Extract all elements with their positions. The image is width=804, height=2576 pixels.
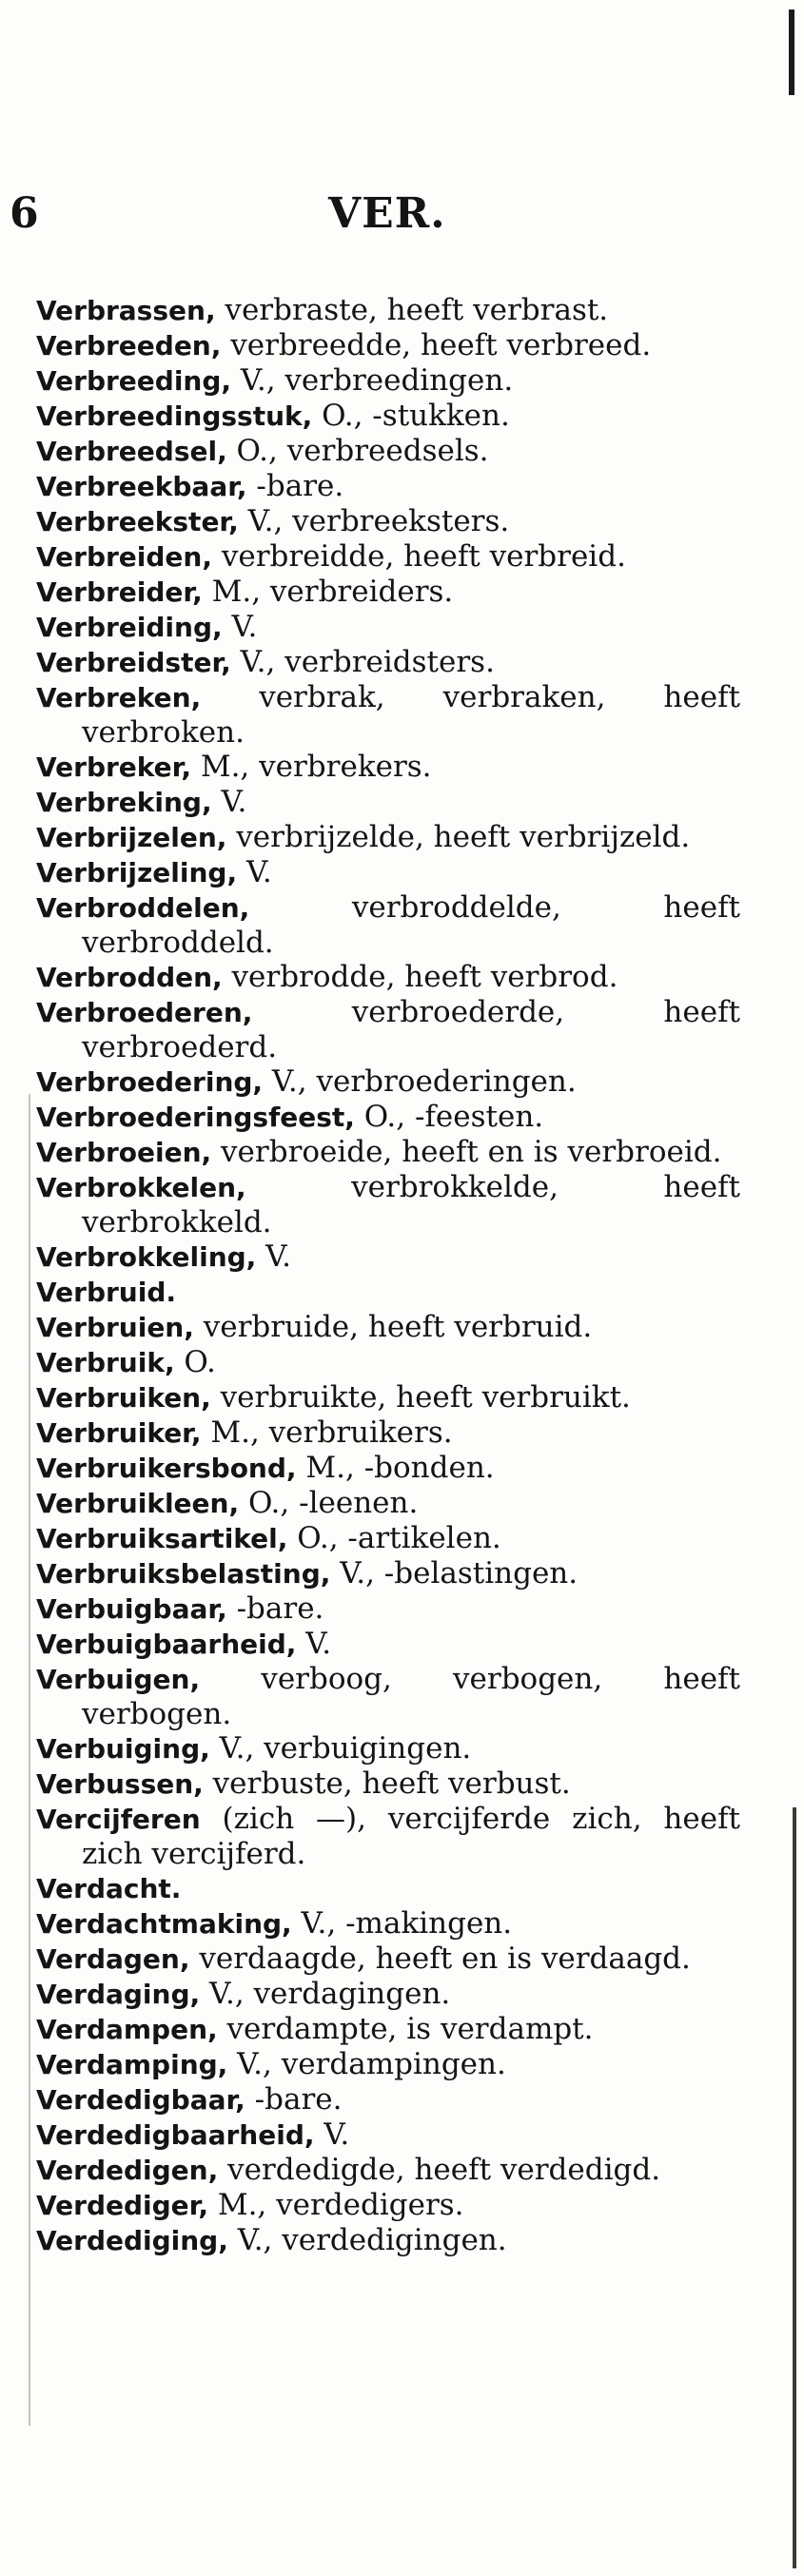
entry-definition: O., -feesten. <box>354 1100 544 1134</box>
dictionary-entry <box>36 469 740 504</box>
entry-headword: Verbroederingsfeest, <box>36 1102 355 1133</box>
page-edge <box>785 0 798 2576</box>
dictionary-entry <box>36 855 740 890</box>
entry-headword: Verdedigen, <box>36 2155 219 2186</box>
dictionary-entry <box>36 610 740 645</box>
entry-headword: Verbroeien, <box>36 1137 212 1168</box>
dictionary-entries <box>36 293 740 2258</box>
entry-headword: Verbruik, <box>36 1347 175 1378</box>
dictionary-entry <box>36 1871 740 1906</box>
entry-definition: V. <box>256 1239 292 1274</box>
entry-definition: verbrijzelde, heeft verbrijzeld. <box>226 820 691 854</box>
dictionary-entry <box>36 1521 740 1556</box>
entry-definition: M., verbrekers. <box>190 750 432 784</box>
entry-headword: Verbreiden, <box>36 541 212 573</box>
entry-headword: Verbruien, <box>36 1312 194 1343</box>
dictionary-entry <box>36 1802 740 1871</box>
entry-definition: V., verbreeksters. <box>238 504 510 538</box>
entry-headword: Verdachtmaking, <box>36 1908 292 1940</box>
entry-definition: (zich —), vercijferde zich, heeft zich vercijferd. <box>82 1802 740 1871</box>
dictionary-entry <box>36 293 740 328</box>
entry-definition: -bare. <box>226 1591 324 1626</box>
entry-definition: verbruikte, heeft verbruikt. <box>210 1380 631 1415</box>
entry-headword: Verbreekster, <box>36 506 239 537</box>
dictionary-entry <box>36 2012 740 2047</box>
entry-headword: Verbrijzeling, <box>36 857 238 888</box>
dictionary-entry <box>36 995 740 1064</box>
dictionary-entry <box>36 399 740 434</box>
entry-definition: verdaagde, heeft en is verdaagd. <box>189 1942 691 1976</box>
dictionary-entry <box>36 2153 740 2188</box>
dictionary-entry <box>36 1627 740 1662</box>
entry-headword: Verbreeden, <box>36 330 222 361</box>
entry-definition: -bare. <box>246 469 344 503</box>
dictionary-entry <box>36 890 740 960</box>
entry-headword: Verbreidster, <box>36 647 231 678</box>
dictionary-entry <box>36 1239 740 1275</box>
entry-definition: V. <box>211 785 247 819</box>
dictionary-entry <box>36 1942 740 1977</box>
dictionary-entry <box>36 2188 740 2223</box>
entry-definition: V. <box>296 1627 332 1661</box>
dictionary-entry <box>36 960 740 995</box>
entry-definition: -bare. <box>245 2082 343 2117</box>
dictionary-entry <box>36 575 740 610</box>
entry-headword: Verbruikleen, <box>36 1488 240 1519</box>
entry-definition: O., -stukken. <box>312 399 510 433</box>
entry-definition: verbroederde, heeft verbroederd. <box>82 995 740 1064</box>
entry-definition: M., verbruikers. <box>201 1415 453 1450</box>
entry-headword: Verbrodden, <box>36 962 223 993</box>
entry-definition: V. <box>237 855 272 889</box>
entry-headword: Verbroddelen, <box>36 892 250 924</box>
entry-definition: V., -belastingen. <box>330 1556 578 1590</box>
dictionary-entry <box>36 1275 740 1310</box>
dictionary-entry <box>36 1064 740 1100</box>
entry-headword: Verbuiging, <box>36 1733 210 1765</box>
entry-headword: Verbreedingsstuk, <box>36 400 313 432</box>
dictionary-entry <box>36 645 740 680</box>
dictionary-entry <box>36 1100 740 1135</box>
dictionary-entry <box>36 539 740 575</box>
entry-headword: Verbreken, <box>36 682 202 713</box>
entry-definition: verbuste, heeft verbust. <box>203 1766 571 1801</box>
dictionary-entry <box>36 1415 740 1451</box>
entry-headword: Verbruid. <box>36 1277 176 1308</box>
entry-definition: V., verbuigingen. <box>209 1731 472 1766</box>
entry-headword: Verbreedsel, <box>36 436 227 467</box>
entry-definition: O., -leenen. <box>239 1486 419 1520</box>
entry-headword: Vercijferen <box>36 1804 201 1835</box>
entry-headword: Verbruiksartikel, <box>36 1523 288 1554</box>
entry-definition: V. <box>314 2117 350 2152</box>
entry-headword: Verbreking, <box>36 787 212 818</box>
entry-definition: verbreedde, heeft verbreed. <box>221 328 652 362</box>
entry-definition: O. <box>174 1345 216 1379</box>
edge-mark-top <box>789 10 794 95</box>
page-header <box>0 185 804 243</box>
entry-definition: verdedigde, heeft verdedigd. <box>218 2153 661 2187</box>
entry-headword: Verbrokkelen, <box>36 1172 246 1203</box>
entry-definition: verbrodde, heeft verbrod. <box>222 960 618 994</box>
entry-headword: Verdedigbaarheid, <box>36 2119 315 2151</box>
entry-definition: M., verbreiders. <box>202 575 454 609</box>
entry-headword: Verbussen, <box>36 1768 204 1800</box>
entry-headword: Verdagen, <box>36 1943 190 1975</box>
entry-definition: verbroddelde, heeft verbroddeld. <box>82 890 740 960</box>
entry-definition: V., verdedigingen. <box>227 2223 507 2257</box>
entry-headword: Verbruiksbelasting, <box>36 1558 331 1590</box>
dictionary-entry <box>36 504 740 539</box>
dictionary-entry <box>36 820 740 855</box>
entry-definition: verbreidde, heeft verbreid. <box>211 539 626 574</box>
dictionary-entry <box>36 434 740 469</box>
entry-headword: Verbrassen, <box>36 295 216 326</box>
dictionary-entry <box>36 1977 740 2012</box>
entry-headword: Verbuigbaar, <box>36 1593 227 1625</box>
dictionary-entry <box>36 1556 740 1591</box>
dictionary-entry <box>36 680 740 750</box>
dictionary-entry <box>36 1310 740 1345</box>
margin-rule <box>29 1094 30 2426</box>
entry-definition: V., verbreedingen. <box>231 363 514 398</box>
dictionary-entry <box>36 2223 740 2258</box>
dictionary-entry <box>36 328 740 363</box>
entry-definition: verbrokkelde, heeft verbrokkeld. <box>82 1170 740 1239</box>
entry-headword: Verdacht. <box>36 1873 182 1904</box>
dictionary-entry <box>36 1380 740 1415</box>
entry-definition: verbraste, heeft verbrast. <box>215 293 609 327</box>
dictionary-entry <box>36 2117 740 2153</box>
entry-headword: Verbruikersbond, <box>36 1453 297 1484</box>
entry-definition: V., -makingen. <box>291 1906 513 1941</box>
entry-headword: Verdampen, <box>36 2014 218 2045</box>
dictionary-entry <box>36 1766 740 1802</box>
entry-headword: Verbreeding, <box>36 365 232 397</box>
entry-definition: V., verbroederingen. <box>263 1064 577 1099</box>
entry-headword: Verbruiker, <box>36 1417 202 1449</box>
dictionary-entry <box>36 2047 740 2082</box>
entry-definition: V., verdampingen. <box>227 2047 506 2081</box>
entry-definition: verbrak, verbraken, heeft verbroken. <box>82 680 740 750</box>
dictionary-entry <box>36 1486 740 1521</box>
dictionary-entry <box>36 1345 740 1380</box>
entry-definition: V., verbreidsters. <box>230 645 495 679</box>
entry-headword: Verdedigbaar, <box>36 2084 245 2116</box>
entry-headword: Verbrijzelen, <box>36 822 227 853</box>
entry-definition: verboog, verbogen, heeft verbogen. <box>82 1662 740 1731</box>
dictionary-entry <box>36 1906 740 1942</box>
entry-headword: Verbuigbaarheid, <box>36 1629 297 1660</box>
entry-headword: Verbreker, <box>36 751 191 783</box>
entry-definition: M., verdedigers. <box>207 2188 464 2222</box>
entry-definition: verbruide, heeft verbruid. <box>193 1310 593 1344</box>
entry-definition: O., verbreedsels. <box>226 434 489 468</box>
entry-definition: M., -bonden. <box>296 1451 495 1485</box>
entry-definition: verbroeide, heeft en is verbroeid. <box>211 1135 722 1169</box>
entry-definition: V. <box>222 610 258 644</box>
edge-mark-bottom <box>793 1807 796 2568</box>
page-title: VER. <box>328 189 446 238</box>
dictionary-entry <box>36 1591 740 1627</box>
dictionary-entry <box>36 1731 740 1766</box>
dictionary-entry <box>36 1451 740 1486</box>
entry-headword: Verdaging, <box>36 1979 201 2010</box>
entry-headword: Verbruiken, <box>36 1382 211 1414</box>
dictionary-entry <box>36 1135 740 1170</box>
entry-headword: Verbroedering, <box>36 1066 264 1098</box>
page-number: 6 <box>10 189 39 238</box>
entry-definition: V., verdagingen. <box>200 1977 451 2011</box>
dictionary-entry <box>36 2082 740 2117</box>
entry-headword: Verbreiding, <box>36 612 223 643</box>
entry-definition: verdampte, is verdampt. <box>217 2012 594 2046</box>
entry-headword: Verdediger, <box>36 2190 208 2221</box>
dictionary-entry <box>36 1170 740 1239</box>
entry-headword: Verbroederen, <box>36 997 253 1028</box>
entry-headword: Verbrokkeling, <box>36 1241 257 1273</box>
entry-headword: Verbreekbaar, <box>36 471 247 502</box>
dictionary-entry <box>36 1662 740 1731</box>
entry-headword: Verdediging, <box>36 2225 228 2256</box>
dictionary-entry <box>36 785 740 820</box>
dictionary-entry <box>36 363 740 399</box>
entry-headword: Verbreider, <box>36 576 203 608</box>
entry-headword: Verdamping, <box>36 2049 228 2080</box>
dictionary-entry <box>36 750 740 785</box>
entry-headword: Verbuigen, <box>36 1664 201 1695</box>
entry-definition: O., -artikelen. <box>287 1521 501 1555</box>
